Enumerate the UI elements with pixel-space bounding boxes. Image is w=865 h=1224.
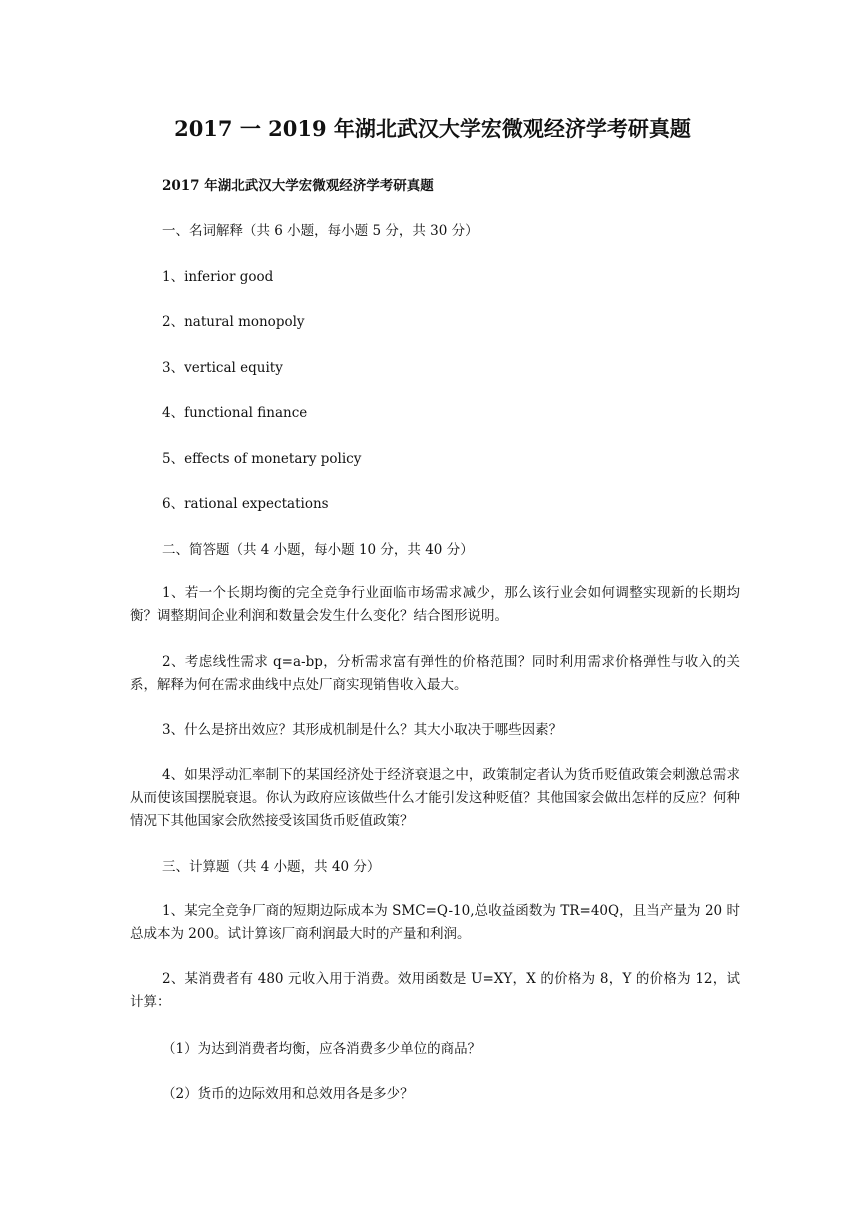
question-paragraph: 2、某消费者有 480 元收入用于消费。效用函数是 U=XY，X 的价格为 8，Y 的价格为 12，试计算： <box>130 971 740 1010</box>
question-paragraph: 4、如果浮动汇率制下的某国经济处于经济衰退之中，政策制定者认为货币贬值政策会刺激总需求从而使该国摆脱衰退。你认为政府应该做些什么才能引发这种贬值？其他国家会做出怎样的反应？何种情况下其他国家会欣然接受该国货币贬值政策？ <box>130 767 740 829</box>
section-heading: 一、名词解释（共 6 小题，每小题 5 分，共 30 分） <box>162 223 479 239</box>
term-item: 4、functional finance <box>162 405 308 421</box>
sub-question: （2）货币的边际效用和总效用各是多少？ <box>162 1086 414 1102</box>
term-item: 2、natural monopoly <box>162 314 305 330</box>
sub-question: （1）为达到消费者均衡，应各消费多少单位的商品？ <box>162 1041 482 1057</box>
question-paragraph: 3、什么是挤出效应？其形成机制是什么？其大小取决于哪些因素？ <box>162 722 563 738</box>
term-item: 6、rational expectations <box>162 496 329 512</box>
section-heading: 三、计算题（共 4 小题，共 40 分） <box>162 859 381 875</box>
question-paragraph: 1、若一个长期均衡的完全竞争行业面临市场需求减少，那么该行业会如何调整实现新的长期均衡？调整期间企业利润和数量会发生什么变化？结合图形说明。 <box>130 585 740 624</box>
section-heading: 二、简答题（共 4 小题，每小题 10 分，共 40 分） <box>162 542 474 558</box>
document-title: 2017 一 2019 年湖北武汉大学宏微观经济学考研真题 <box>174 116 691 141</box>
question-paragraph: 2、考虑线性需求 q=a-bp，分析需求富有弹性的价格范围？同时利用需求价格弹性与收入的关系，解释为何在需求曲线中点处厂商实现销售收入最大。 <box>130 654 740 693</box>
term-item: 1、inferior good <box>162 269 274 285</box>
term-item: 3、vertical equity <box>162 360 283 376</box>
exam-subtitle: 2017 年湖北武汉大学宏微观经济学考研真题 <box>162 178 434 194</box>
term-item: 5、effects of monetary policy <box>162 451 362 467</box>
question-paragraph: 1、某完全竞争厂商的短期边际成本为 SMC=Q-10,总收益函数为 TR=40Q，且当产量为 20 时总成本为 200。试计算该厂商利润最大时的产量和利润。 <box>130 903 740 942</box>
